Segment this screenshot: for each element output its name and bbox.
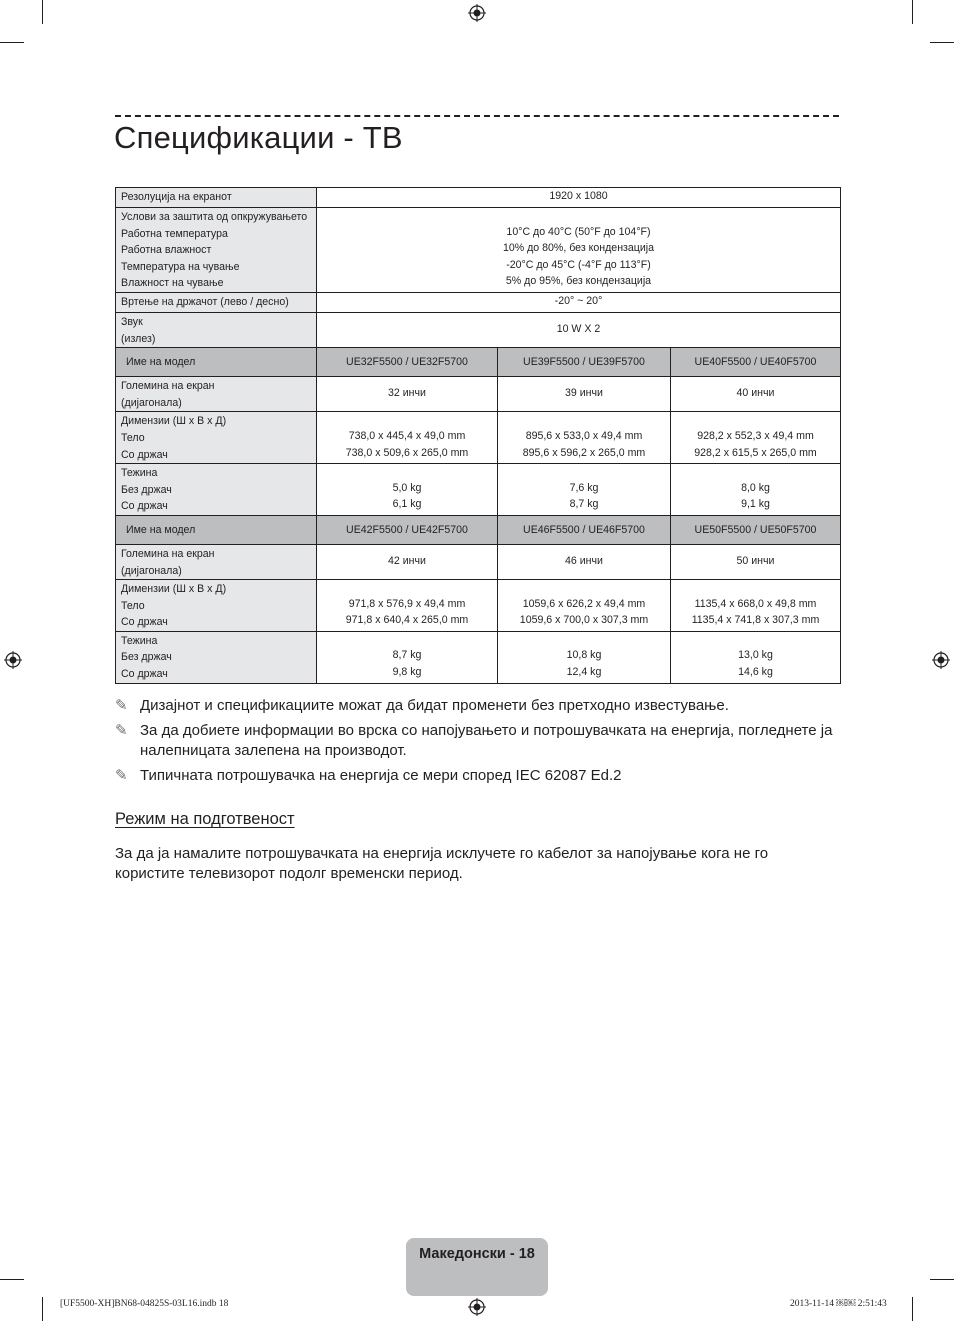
label-line: Влажност на чување	[121, 277, 224, 290]
label-line: Со држач	[121, 668, 168, 681]
label-line: Димензии (Ш x В x Д)	[121, 415, 227, 428]
cell-value	[671, 631, 841, 683]
row-label	[116, 464, 317, 516]
title-dashed-rule	[115, 115, 839, 117]
pencil-note-icon: ✎	[115, 697, 128, 714]
value-line: 971,8 x 640,4 x 265,0 mm	[345, 614, 469, 627]
footer-file-info: [UF5500-XH]BN68-04825S-03L16.indb 18	[60, 1299, 229, 1309]
value-line: 738,0 x 509,6 x 265,0 mm	[345, 446, 469, 459]
model-header-label: Име на модел	[116, 515, 317, 544]
value-line: 10,8 kg	[566, 649, 602, 662]
cell-value: 39 инчи	[498, 377, 671, 412]
crop-mark	[912, 1297, 913, 1321]
page-number: Македонски - 18	[419, 1246, 535, 1262]
value-line: 14,6 kg	[738, 666, 773, 679]
table-row	[116, 292, 841, 312]
value-line: 7,6 kg	[569, 481, 599, 494]
value-line: 10°C до 40°C (50°F до 104°F)	[506, 225, 651, 238]
label-line: Без држач	[121, 651, 172, 664]
cell-value	[671, 464, 841, 516]
row-label	[116, 631, 317, 683]
cell-value: 42 инчи	[317, 544, 498, 579]
label-line: Тежина	[121, 467, 158, 480]
row-label: Вртење на држачот (лево / десно)	[116, 292, 317, 312]
cell-value: 46 инчи	[498, 544, 671, 579]
page-title: Спецификации - ТВ	[114, 120, 403, 155]
cell-value	[317, 631, 498, 683]
row-value: 10 W X 2	[317, 312, 841, 347]
value-line: 1135,4 x 668,0 x 49,8 mm	[694, 597, 817, 610]
label-line: Тело	[121, 431, 145, 444]
note-item	[115, 721, 839, 761]
cell-value: 32 инчи	[317, 377, 498, 412]
table-row	[116, 377, 841, 412]
value-line: 9,1 kg	[741, 498, 770, 511]
label-line: Работна температура	[121, 227, 228, 240]
table-row	[116, 312, 841, 347]
model-header-row	[116, 515, 841, 544]
note-text: Типичната потрошувачка на енергија се мери според IEC 62087 Ed.2	[140, 767, 622, 784]
cell-value	[317, 464, 498, 516]
label-line: Тежина	[121, 634, 158, 647]
model-name: UE46F5500 / UE46F5700	[498, 515, 671, 544]
value-line: 5,0 kg	[392, 481, 422, 494]
row-label	[116, 580, 317, 632]
model-name: UE39F5500 / UE39F5700	[498, 348, 671, 377]
crop-mark	[930, 1279, 954, 1280]
value-line: 8,7 kg	[392, 649, 422, 662]
footer-timestamp: 2013-11-14 ￼￼ 2:51:43	[790, 1299, 887, 1309]
cell-value	[671, 580, 841, 632]
label-line: Температура на чување	[121, 260, 240, 273]
label-line: (излез)	[121, 332, 156, 345]
table-row	[116, 188, 841, 208]
value-line: 895,6 x 533,0 x 49,4 mm	[525, 429, 643, 442]
label-line: Димензии (Ш x В x Д)	[121, 583, 227, 596]
row-label: Резолуција на екранот	[116, 188, 317, 208]
registration-mark-icon	[4, 651, 22, 669]
row-label	[116, 544, 317, 579]
cell-value: 50 инчи	[671, 544, 841, 579]
value-line: 1059,6 x 626,2 x 49,4 mm	[522, 597, 646, 610]
model-header-label: Име на модел	[116, 348, 317, 377]
row-label	[116, 377, 317, 412]
row-label	[116, 412, 317, 464]
registration-mark-icon	[468, 4, 486, 22]
label-line: (дијагонала)	[121, 396, 182, 409]
note-item	[115, 696, 839, 716]
value-line: 895,6 x 596,2 x 265,0 mm	[522, 446, 646, 459]
cell-value: 40 инчи	[671, 377, 841, 412]
registration-mark-icon	[468, 1298, 486, 1316]
value-line: 738,0 x 445,4 x 49,0 mm	[348, 429, 466, 442]
crop-mark	[0, 42, 24, 43]
crop-mark	[0, 1279, 24, 1280]
model-name: UE42F5500 / UE42F5700	[317, 515, 498, 544]
value-line: 12,4 kg	[566, 666, 602, 679]
note-text: За да добиете информации во врска со напојувањето и потрошувачката на енергија, погледнете ја налепницата залепена на производот.	[140, 722, 833, 759]
crop-mark	[930, 42, 954, 43]
table-row	[116, 631, 841, 683]
crop-mark	[42, 0, 43, 24]
label-line: (дијагонала)	[121, 564, 182, 577]
row-value: 1920 x 1080	[317, 188, 841, 208]
table-row	[116, 208, 841, 293]
value-line: 5% до 95%, без кондензација	[505, 275, 652, 288]
registration-mark-icon	[932, 651, 950, 669]
row-label	[116, 312, 317, 347]
model-name: UE32F5500 / UE32F5700	[317, 348, 498, 377]
pencil-note-icon: ✎	[115, 722, 128, 739]
value-line: 928,2 x 552,3 x 49,4 mm	[697, 429, 814, 442]
pencil-note-icon: ✎	[115, 767, 128, 784]
label-line: Тело	[121, 599, 145, 612]
model-name: UE40F5500 / UE40F5700	[671, 348, 841, 377]
table-row	[116, 412, 841, 464]
section-paragraph: За да ја намалите потрошувачката на енергија исклучете го кабелот за напојување кога не го користите телевизорот подолг временски период.	[115, 845, 769, 882]
note-item	[115, 766, 839, 786]
table-row	[116, 580, 841, 632]
value-line: -20°C до 45°C (-4°F до 113°F)	[506, 258, 651, 271]
spec-table	[115, 187, 841, 684]
model-header-row	[116, 348, 841, 377]
cell-value	[498, 580, 671, 632]
row-value	[317, 208, 841, 293]
cell-value	[498, 631, 671, 683]
value-line: 1135,4 x 741,8 x 307,3 mm	[691, 614, 820, 627]
value-line: 928,2 x 615,5 x 265,0 mm	[694, 446, 817, 459]
cell-value	[671, 412, 841, 464]
label-line: Со држач	[121, 616, 168, 629]
cell-value	[498, 464, 671, 516]
cell-value	[317, 580, 498, 632]
note-text: Дизајнот и спецификациите можат да бидат променети без претходно известување.	[140, 697, 729, 714]
crop-mark	[42, 1297, 43, 1321]
table-row	[116, 544, 841, 579]
notes-list	[115, 696, 839, 791]
value-line: 13,0 kg	[738, 649, 773, 662]
row-value: -20° ~ 20°	[317, 292, 841, 312]
value-line: 8,7 kg	[569, 498, 599, 511]
label-line: Со држач	[121, 448, 168, 461]
table-row	[116, 464, 841, 516]
label-line: Работна влажност	[121, 244, 212, 257]
cell-value	[317, 412, 498, 464]
crop-mark	[912, 0, 913, 24]
model-name: UE50F5500 / UE50F5700	[671, 515, 841, 544]
cell-value	[498, 412, 671, 464]
value-line: 10% до 80%, без кондензација	[502, 242, 655, 255]
label-line: Без држач	[121, 483, 172, 496]
section-heading: Режим на подготвеност	[115, 810, 295, 828]
label-line: Големина на екран	[121, 547, 215, 560]
label-line: Услови за заштита од опкружувањето	[121, 211, 308, 223]
label-line: Звук	[121, 315, 143, 328]
label-line: Големина на екран	[121, 380, 215, 393]
value-line: 8,0 kg	[741, 481, 770, 494]
value-line: 9,8 kg	[392, 666, 422, 679]
row-label	[116, 208, 317, 293]
value-line: 6,1 kg	[392, 498, 422, 511]
value-line: 971,8 x 576,9 x 49,4 mm	[348, 597, 466, 610]
label-line: Со држач	[121, 500, 168, 513]
value-line: 1059,6 x 700,0 x 307,3 mm	[519, 614, 649, 627]
